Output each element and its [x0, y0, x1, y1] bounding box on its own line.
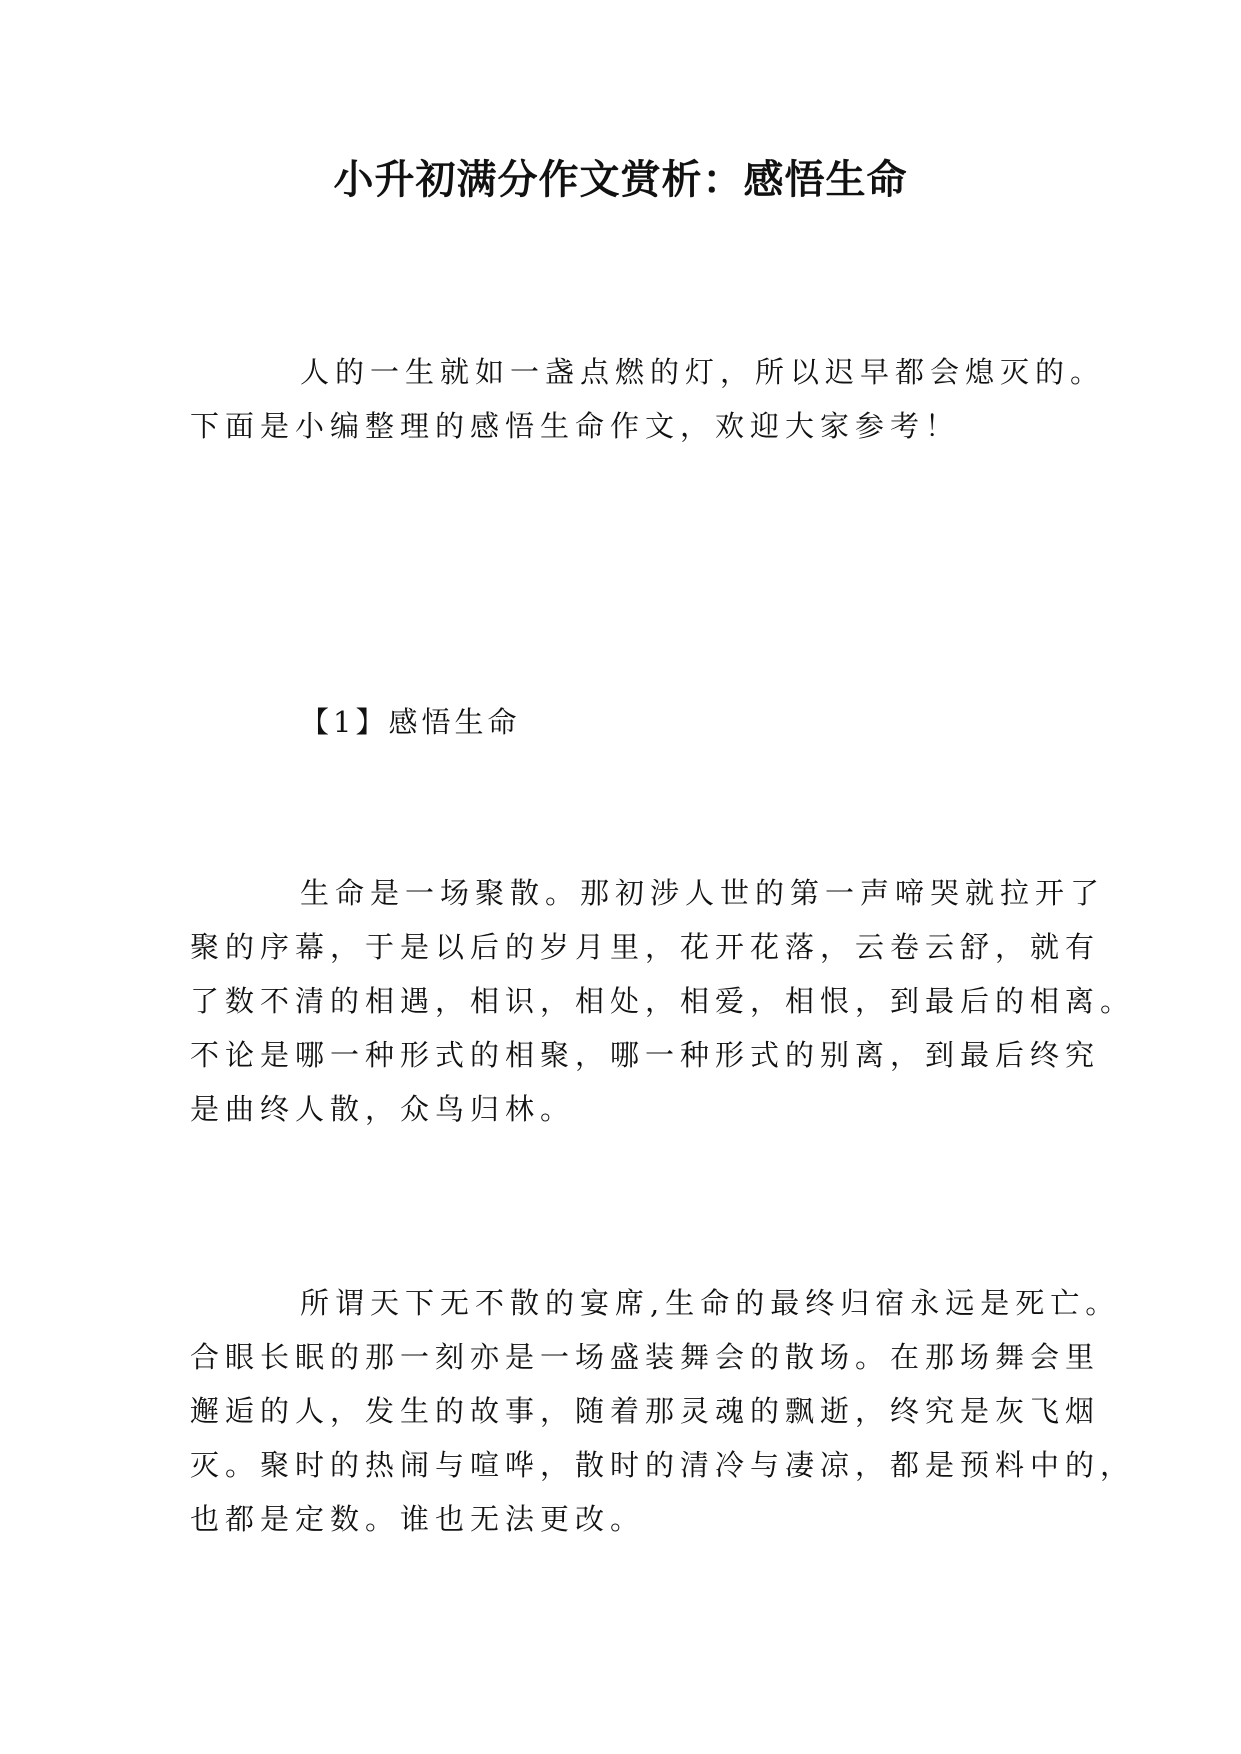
intro-line: 人的一生就如一盏点燃的灯，所以迟早都会熄灭的。 [300, 355, 1106, 389]
paragraph-line: 生命是一场聚散。那初涉人世的第一声啼哭就拉开了 [300, 876, 1106, 910]
paragraph-line: 了数不清的相遇，相识，相处，相爱，相恨，到最后的相离。 [190, 984, 1136, 1018]
intro-line: 下面是小编整理的感悟生命作文，欢迎大家参考！ [190, 409, 961, 443]
paragraph-line: 邂逅的人，发生的故事，随着那灵魂的飘逝，终究是灰飞烟 [190, 1394, 1101, 1428]
paragraph-line: 灭。聚时的热闹与喧哗，散时的清冷与凄凉，都是预料中的， [190, 1448, 1136, 1482]
paragraph-line: 是曲终人散，众鸟归林。 [190, 1092, 576, 1126]
paragraph-line: 聚的序幕，于是以后的岁月里，花开花落，云卷云舒，就有 [190, 930, 1101, 964]
paragraph-line: 也都是定数。谁也无法更改。 [190, 1502, 646, 1536]
paragraph-line: 合眼长眠的那一刻亦是一场盛装舞会的散场。在那场舞会里 [190, 1340, 1101, 1374]
document-title: 小升初满分作文赏析：感悟生命 [333, 157, 908, 203]
paragraph-line: 不论是哪一种形式的相聚，哪一种形式的别离，到最后终究 [190, 1038, 1101, 1072]
paragraph-line: 所谓天下无不散的宴席,生命的最终归宿永远是死亡。 [300, 1286, 1121, 1320]
section-heading: 【1】感悟生命 [300, 705, 521, 739]
